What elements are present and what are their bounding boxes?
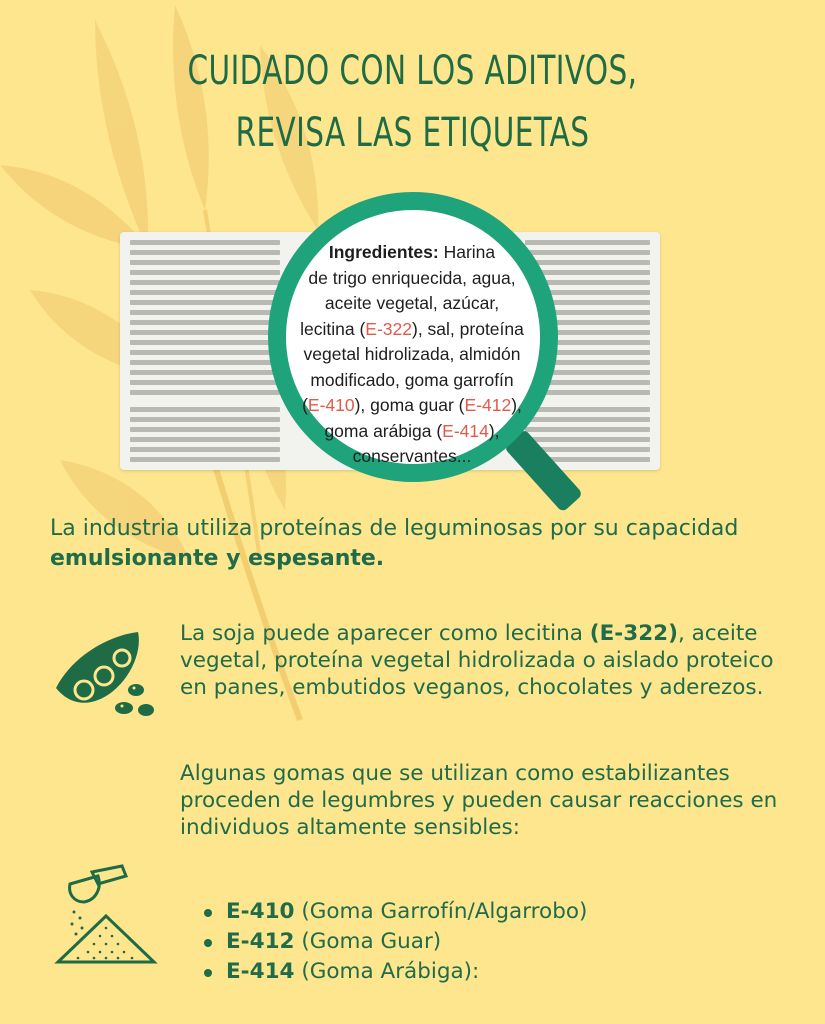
ingredients-line: lecitina (E-322), sal, proteína bbox=[300, 318, 524, 339]
list-item: E-412 (Goma Guar) bbox=[200, 927, 587, 957]
magnified-ingredients bbox=[282, 240, 542, 470]
gums-paragraph: Algunas gomas que se utilizan como estabilizantes proceden de legumbres y pueden causar reacciones en individuos altamente sensibles: bbox=[180, 761, 778, 840]
ingredients-label: Ingredientes: bbox=[328, 242, 439, 262]
gum-list bbox=[200, 897, 587, 987]
additive-code: E-410 bbox=[307, 395, 355, 415]
title-line-1: CUIDADO CON LOS ADITIVOS, bbox=[187, 48, 638, 94]
additive-code: E-412 bbox=[464, 395, 512, 415]
ingredients-line: conservantes... bbox=[352, 446, 472, 466]
list-item: E-414 (Goma Arábiga): bbox=[200, 957, 587, 987]
ingredients-line: goma arábiga (E-414), bbox=[324, 420, 500, 441]
ingredients-line: Harina bbox=[438, 242, 496, 262]
gum-code: E-412 bbox=[226, 929, 295, 954]
soy-code: (E-322) bbox=[589, 621, 678, 646]
ingredients-line: de trigo enriquecida, agua, bbox=[308, 267, 516, 288]
label-text-left-bottom bbox=[130, 407, 280, 467]
intro-bold: emulsionante y espesante. bbox=[50, 546, 385, 571]
ingredients-line: modificado, goma garrofín bbox=[310, 369, 514, 390]
gum-code: E-410 bbox=[226, 899, 295, 924]
intro-text: La industria utiliza proteínas de leguminosas por su capacidad emulsionante y espesante. bbox=[50, 516, 739, 571]
pea-pod-icon bbox=[46, 628, 166, 728]
ingredients-line: (E-410), goma guar (E-412), bbox=[302, 395, 522, 415]
measuring-scoop-icon bbox=[52, 862, 162, 972]
title-line-2: REVISA LAS ETIQUETAS bbox=[235, 110, 590, 156]
soy-paragraph: La soja puede aparecer como lecitina (E-322), aceite vegetal, proteína vegetal hidrolizada o aislado proteico en panes, embutidos veganos, chocolates y aderezos. bbox=[180, 621, 774, 700]
list-item: E-410 (Goma Garrofín/Algarrobo) bbox=[200, 897, 587, 927]
additive-code: E-414 bbox=[442, 420, 489, 441]
ingredients-line: vegetal hidrolizada, almidón bbox=[303, 344, 521, 364]
additive-code: E-322 bbox=[365, 318, 412, 339]
label-text-left-top bbox=[130, 240, 280, 400]
gum-code: E-414 bbox=[226, 959, 295, 984]
ingredients-line: aceite vegetal, azúcar, bbox=[324, 293, 500, 313]
